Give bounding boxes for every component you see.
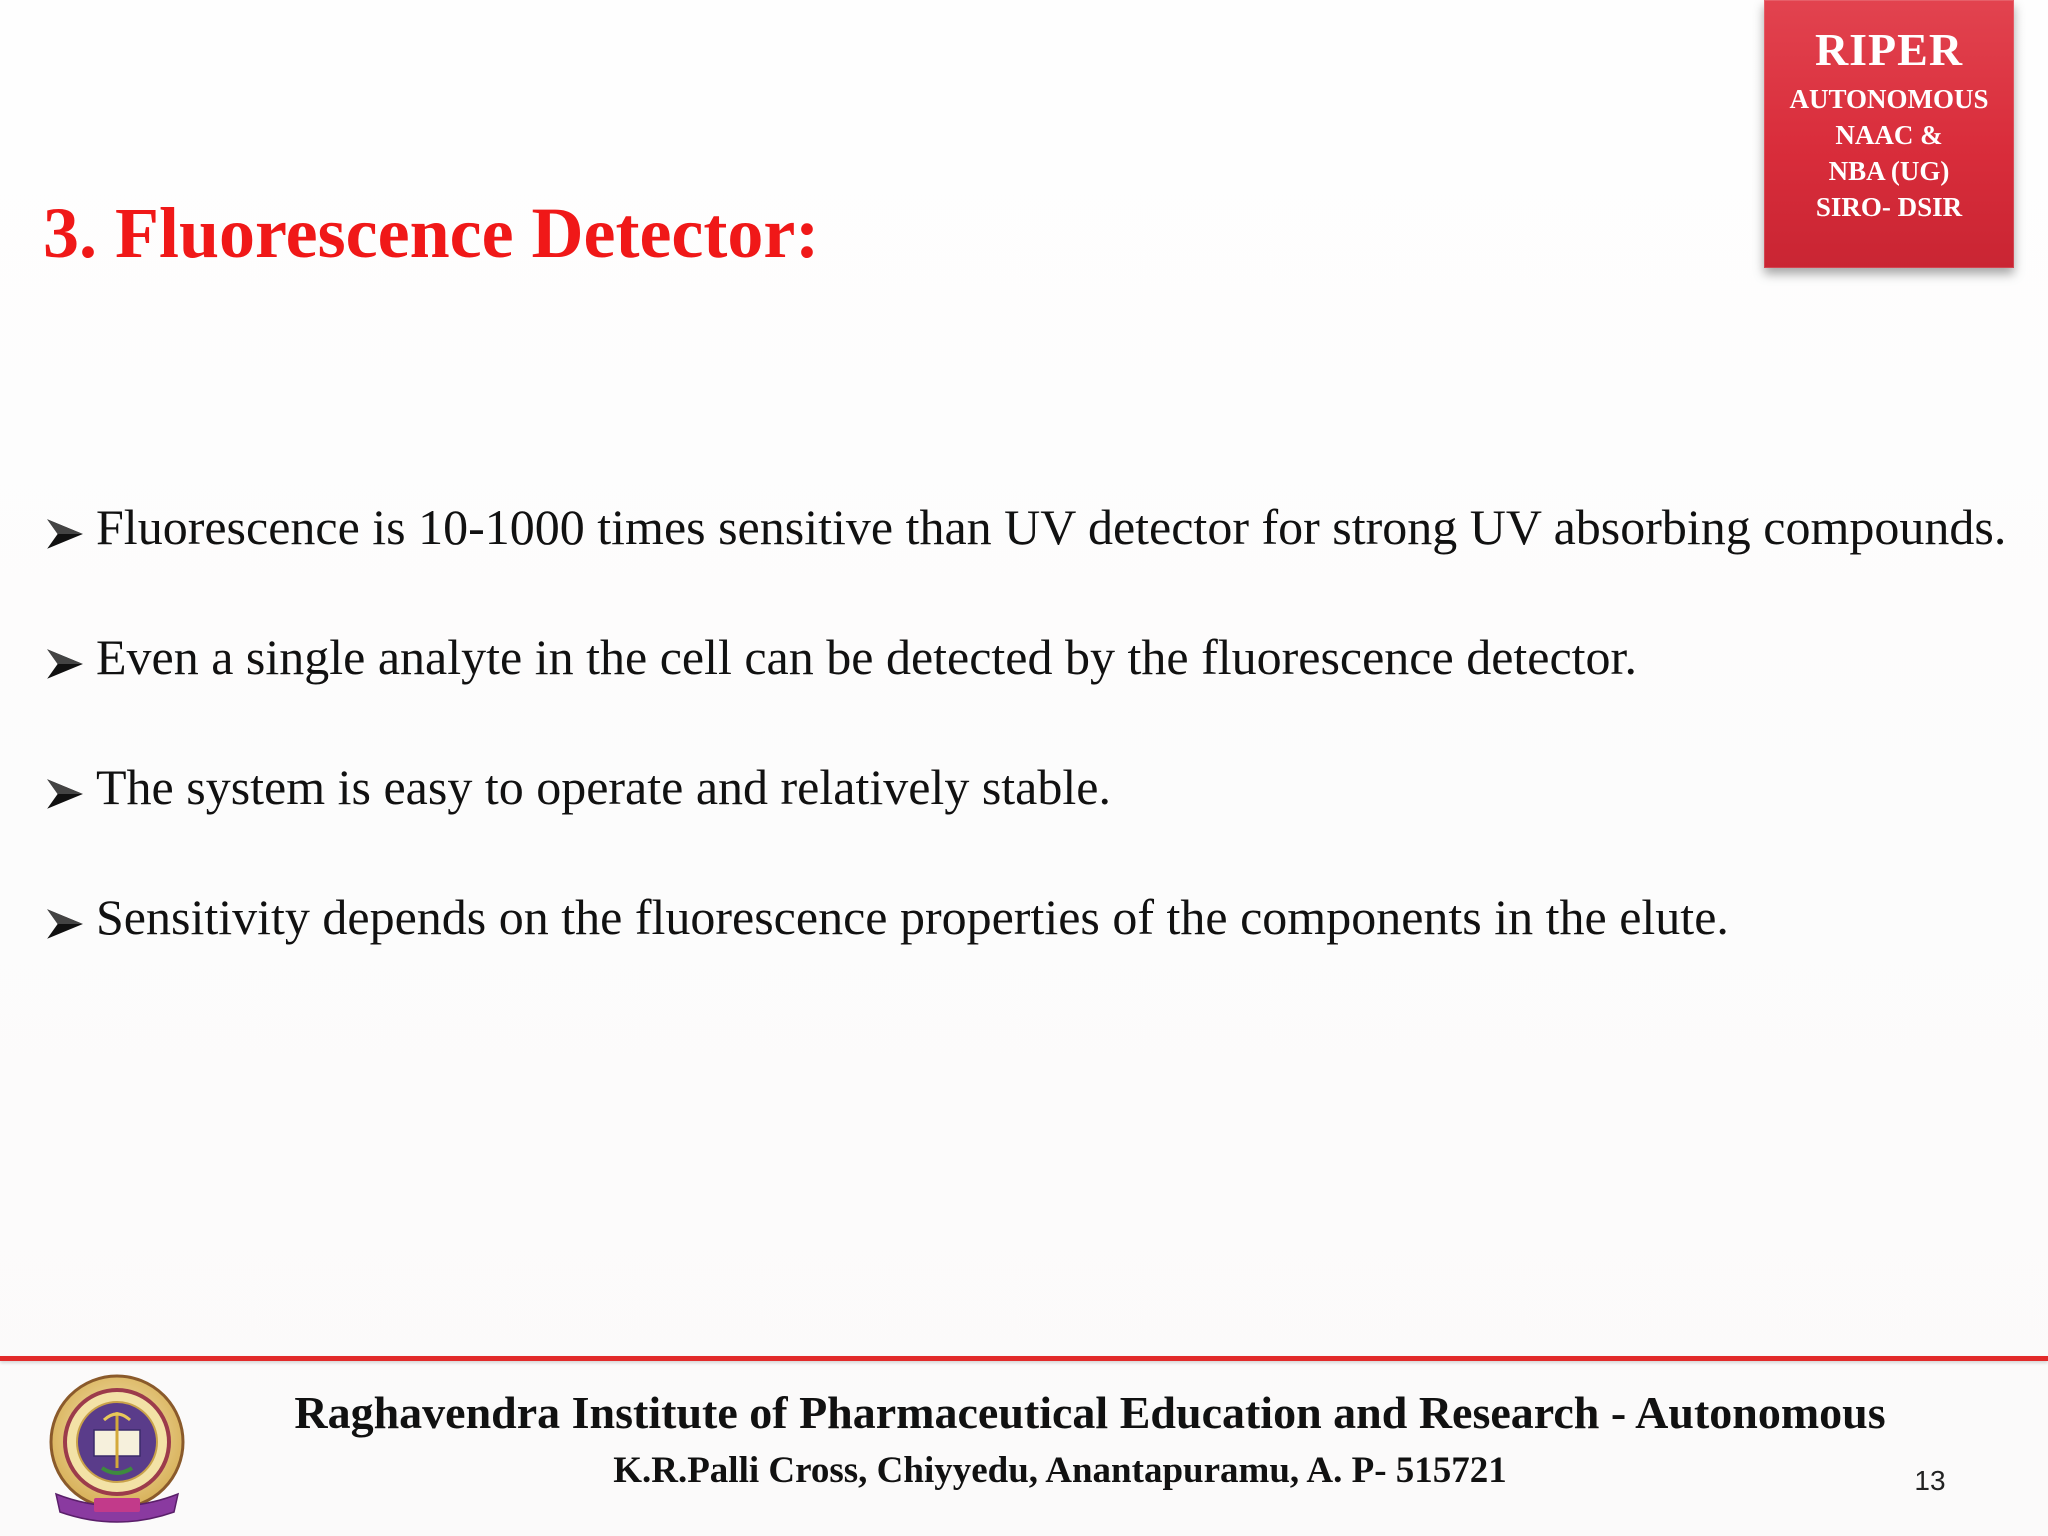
arrow-bullet-icon (44, 903, 86, 945)
bullet-item (42, 606, 2017, 708)
bullet-text: Sensitivity depends on the fluorescence properties of the components in the elute. (96, 889, 1729, 945)
bullet-item (42, 866, 2017, 968)
badge-title: RIPER (1814, 24, 1964, 75)
footer-divider (0, 1356, 2048, 1361)
arrow-bullet-icon (44, 773, 86, 815)
institute-emblem-icon (42, 1372, 192, 1526)
accreditation-badge (1764, 0, 2014, 268)
bullet-item (42, 476, 2017, 578)
slide-title: 3. Fluorescence Detector: (43, 193, 820, 273)
bullet-text: Fluorescence is 10-1000 times sensitive than UV detector for strong UV absorbing compounds. (96, 499, 2007, 555)
bullet-list (42, 476, 2017, 968)
badge-line: SIRO- DSIR (1815, 192, 1963, 222)
footer-institute-name: Raghavendra Institute of Pharmaceutical Education and Research - Autonomous (294, 1387, 1886, 1438)
badge-line: NAAC & (1835, 120, 1943, 150)
bullet-text: The system is easy to operate and relatively stable. (96, 759, 1111, 815)
badge-line: AUTONOMOUS (1789, 84, 1989, 114)
arrow-bullet-icon (44, 643, 86, 685)
bullet-item (42, 736, 2017, 838)
badge-line: NBA (UG) (1828, 156, 1950, 186)
arrow-bullet-icon (44, 513, 86, 555)
footer-address: K.R.Palli Cross, Chiyyedu, Anantapuramu, A. P- 515721 (613, 1450, 1507, 1491)
page-number: 13 (1914, 1465, 1946, 1496)
bullet-text: Even a single analyte in the cell can be detected by the fluorescence detector. (96, 629, 1637, 685)
